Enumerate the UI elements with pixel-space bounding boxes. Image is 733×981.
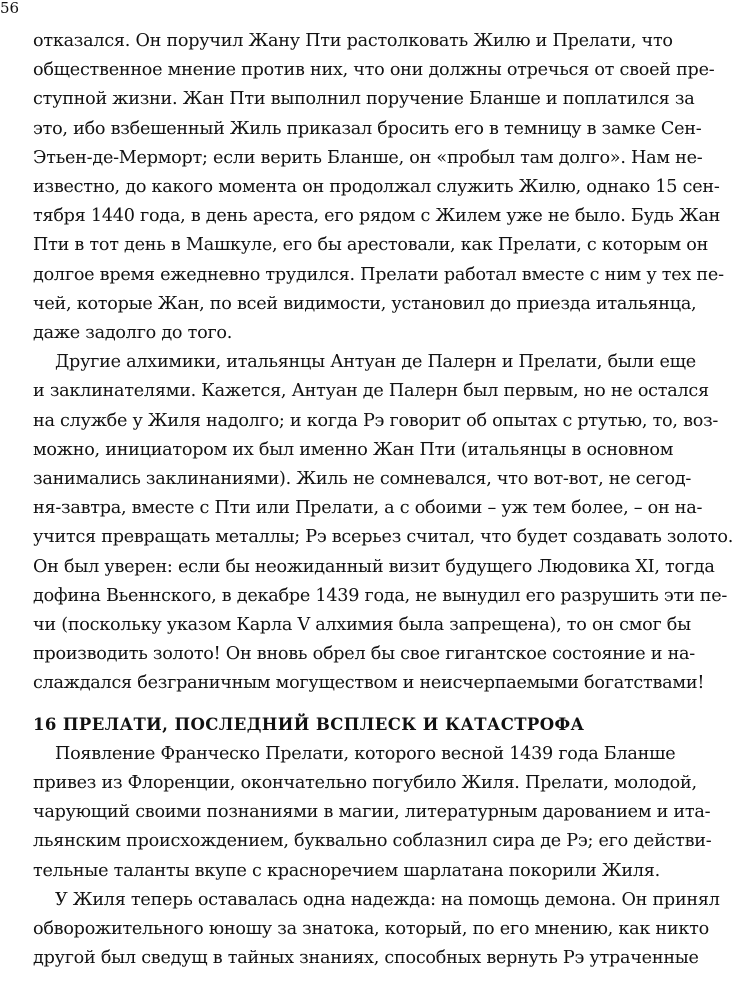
text-line: даже задолго до того. bbox=[33, 323, 233, 343]
text-line: ня-завтра, вместе с Пти или Прелати, а с обоими – уж тем более, – он на- bbox=[33, 498, 703, 519]
text-line: ступной жизни. Жан Пти выполнил поручение Бланше и поплатился за bbox=[33, 89, 695, 110]
text-line: другой был сведущ в тайных знаниях, способных вернуть Рэ утраченные bbox=[33, 948, 699, 969]
text-line: тября 1440 года, в день ареста, его рядом с Жилем уже не было. Будь Жан bbox=[33, 206, 721, 227]
text-line: известно, до какого момента он продолжал служить Жилю, однако 15 сен- bbox=[33, 177, 720, 197]
section-heading: 16 ПРЕЛАТИ, ПОСЛЕДНИЙ ВСПЛЕСК И КАТАСТРОФА bbox=[33, 714, 585, 734]
text-line: это, ибо взбешенный Жиль приказал бросить его в темницу в замке Сен- bbox=[33, 118, 702, 139]
text-line: Он был уверен: если бы неожиданный визит будущего Людовика XI, тогда bbox=[33, 556, 715, 577]
page-number: 56 bbox=[0, 0, 20, 17]
text-line: занимались заклинаниями). Жиль не сомневался, что вот-вот, не сегод- bbox=[33, 469, 692, 489]
text-line: обворожительного юношу за знатока, который, по его мнению, как никто bbox=[33, 919, 709, 939]
text-line: производить золото! Он вновь обрел бы свое гигантское состояние и на- bbox=[33, 644, 695, 665]
text-line: привез из Флоренции, окончательно погубило Жиля. Прелати, молодой, bbox=[33, 773, 697, 793]
text-line: У Жиля теперь оставалась одна надежда: на помощь демона. Он принял bbox=[55, 889, 720, 910]
text-line: слаждался безграничным могуществом и неисчерпаемыми богатствами! bbox=[33, 673, 705, 694]
text-line: Этьен-де-Мермopт; если верить Бланше, он «пробыл там долго». Нам не- bbox=[33, 147, 703, 168]
text-line: Появление Франческо Прелати, которого весной 1439 года Бланше bbox=[55, 743, 676, 764]
text-line: на службе у Жиля надолго; и когда Рэ говорит об опытах с ртутью, то, воз- bbox=[33, 410, 719, 431]
text-line: льянским происхождением, буквально соблазнил сира де Рэ; его действи- bbox=[33, 831, 712, 852]
text-line: чарующий своими познаниями в магии, литературным дарованием и ита- bbox=[33, 802, 711, 823]
text-line: чи (поскольку указом Карла V алхимия была запрещена), то он смог бы bbox=[33, 615, 691, 635]
text-line: Пти в тот день в Машкуле, его бы арестовали, как Прелати, с которым он bbox=[33, 235, 709, 256]
text-line: отказался. Он поручил Жану Пти растолковать Жилю и Прелати, что bbox=[33, 31, 673, 51]
text-line: долгое время ежедневно трудился. Прелати работал вместе с ним у тех пе- bbox=[33, 264, 724, 285]
text-line: можно, инициатором их был именно Жан Пти (итальянцы в основном bbox=[33, 439, 674, 460]
text-line: чей, которые Жан, по всей видимости, установил до приезда итальянца, bbox=[33, 293, 697, 314]
text-line: Другие алхимики, итальянцы Антуан де Палерн и Прелати, были еще bbox=[55, 352, 696, 373]
text-line: и заклинателями. Кажется, Антуан де Палерн был первым, но не остался bbox=[33, 381, 709, 402]
text-line: учится превращать металлы; Рэ всерьез считал, что будет создавать золото. bbox=[33, 527, 733, 548]
text-line: общественное мнение против них, что они должны отречься от своей пре- bbox=[33, 60, 715, 81]
text-line: дофина Вьеннского, в декабре 1439 года, не вынудил его разрушить эти пе- bbox=[33, 585, 728, 606]
text-line: тельные таланты вкупе с красноречием шарлатана покорили Жиля. bbox=[33, 860, 660, 881]
